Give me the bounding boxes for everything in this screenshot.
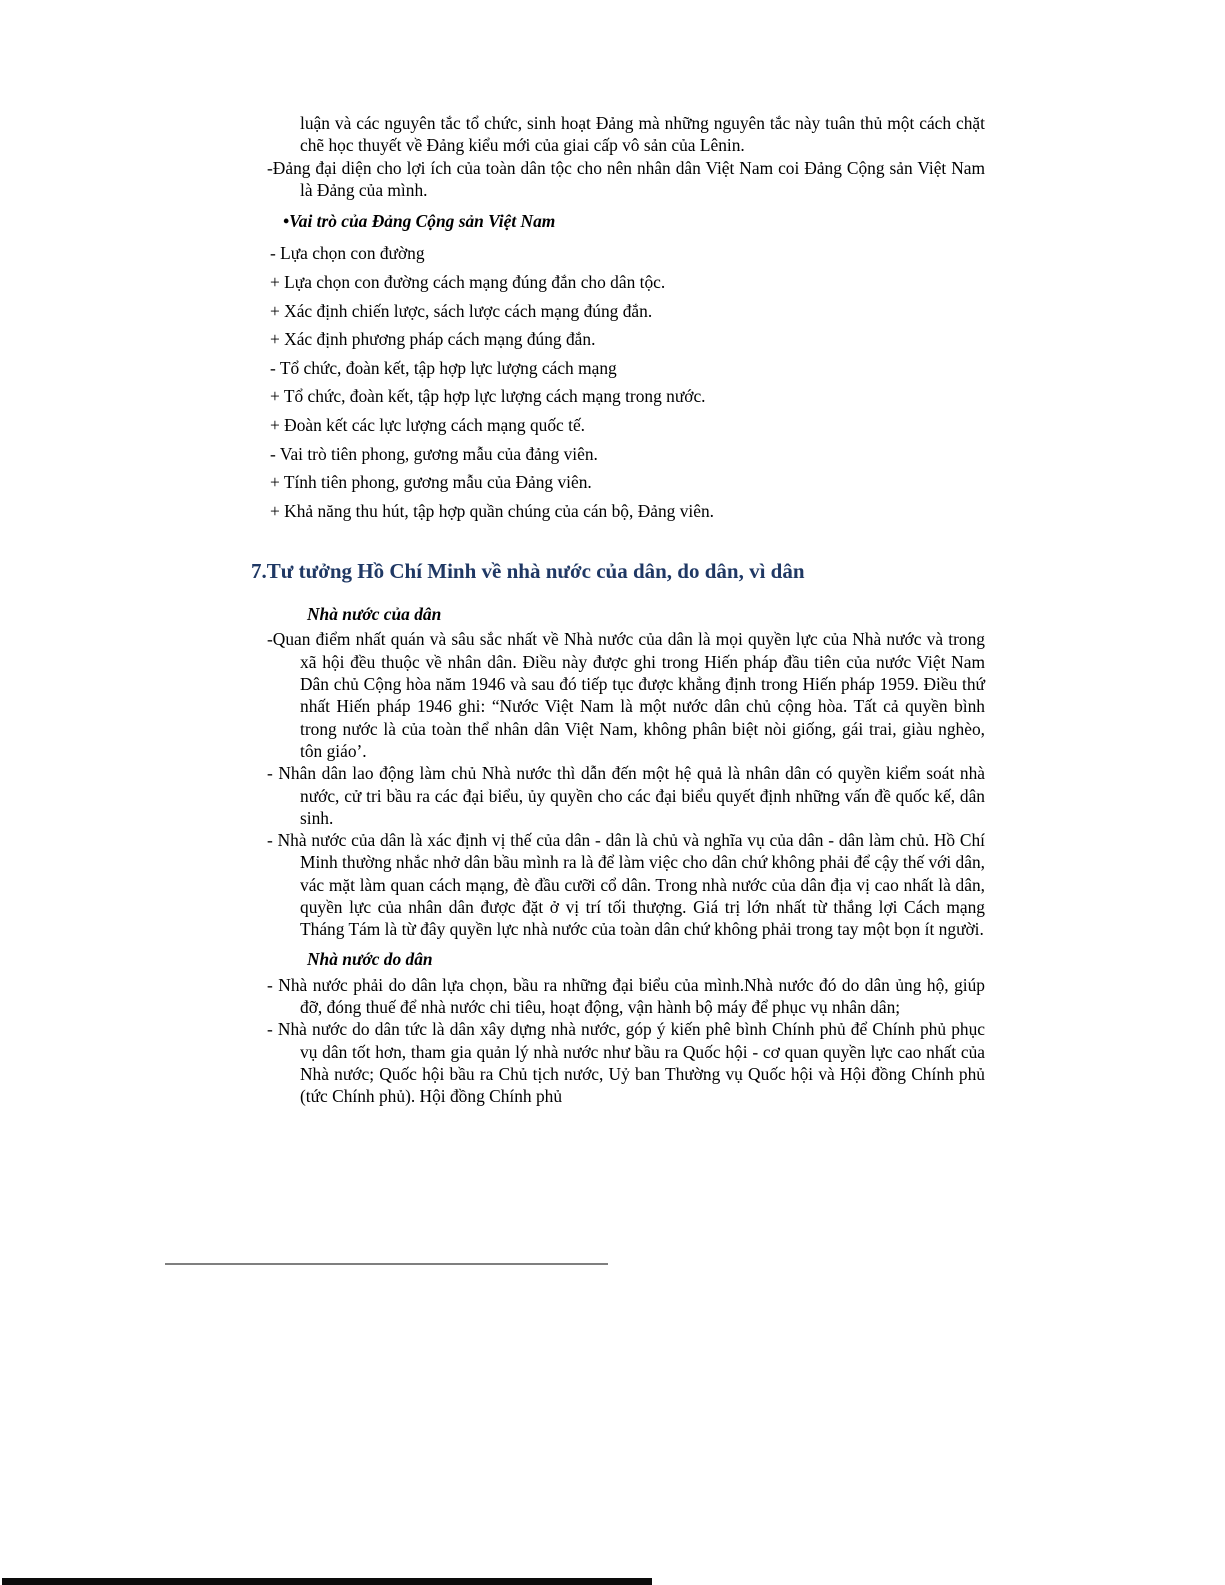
list-item: + Xác định phương pháp cách mạng đúng đắn. xyxy=(270,329,596,350)
page-bottom-bar xyxy=(2,1578,652,1585)
list-item: + Tổ chức, đoàn kết, tập hợp lực lượng cách mạng trong nước. xyxy=(270,386,706,407)
paragraph: -Đảng đại diện cho lợi ích của toàn dân tộc cho nên nhân dân Việt Nam coi Đảng Cộng sản Việt Nam là Đảng của mình. xyxy=(267,157,985,200)
list-item: + Khả năng thu hút, tập hợp quần chúng của cán bộ, Đảng viên. xyxy=(270,500,714,521)
body-paragraph: - Nhân dân lao động làm chủ Nhà nước thì dẫn đến một hệ quả là nhân dân có quyền kiểm soát nhà nước, cử tri bầu ra các đại biểu, ủy quyền cho các đại biểu quyết định những vấn đề quốc kế, dân sinh. xyxy=(267,763,985,828)
list-item: + Xác định chiến lược, sách lược cách mạng đúng đắn. xyxy=(270,300,653,321)
body-paragraph: - Nhà nước của dân là xác định vị thế của dân - dân là chủ và nghĩa vụ của dân - dân làm chủ. Hồ Chí Minh thường nhắc nhở dân bầu mình ra là để làm việc cho dân chứ không phải để cậy thế với dân, vác mặt làm quan cách mạng, đè đầu cưỡi cổ dân. Trong nhà nước của dân địa vị cao nhất là dân, quyền lực của nhân dân được đặt ở vị trí tối thượng. Giá trị lớn nhất từ thắng lợi Cách mạng Tháng Tám là từ đây quyền lực nhà nước của toàn dân chứ không phải trong tay một bọn ít người. xyxy=(267,830,985,940)
list-item: - Vai trò tiên phong, gương mẫu của đảng viên. xyxy=(270,443,598,464)
list-item: + Đoàn kết các lực lượng cách mạng quốc tế. xyxy=(270,415,586,436)
document-body xyxy=(251,112,985,1108)
list-item: - Lựa chọn con đường xyxy=(270,243,425,264)
section-heading: 7.Tư tưởng Hồ Chí Minh về nhà nước của dân, do dân, vì dân xyxy=(251,559,805,584)
role-list xyxy=(267,242,985,522)
subsection-heading: Nhà nước của dân xyxy=(307,604,442,625)
body-paragraph: - Nhà nước phải do dân lựa chọn, bầu ra những đại biểu của mình.Nhà nước đó do dân ủng hộ, giúp đỡ, đóng thuế để nhà nước chi tiêu, hoạt động, vận hành bộ máy để phục vụ nhân dân; xyxy=(267,974,985,1018)
list-item: - Tổ chức, đoàn kết, tập hợp lực lượng cách mạng xyxy=(270,357,617,378)
list-item: + Tính tiên phong, gương mẫu của Đảng viên. xyxy=(270,472,592,493)
subsection-heading: Nhà nước do dân xyxy=(307,948,433,969)
bullet-heading: •Vai trò của Đảng Cộng sản Việt Nam xyxy=(283,211,556,232)
list-item: + Lựa chọn con đường cách mạng đúng đắn cho dân tộc. xyxy=(270,272,666,293)
footnote-separator xyxy=(165,1263,608,1265)
body-paragraph: - Nhà nước do dân tức là dân xây dựng nhà nước, góp ý kiến phê bình Chính phủ để Chính phủ phục vụ dân tốt hơn, tham gia quản lý nhà nước như bầu ra Quốc hội - cơ quan quyền lực cao nhất của Nhà nước; Quốc hội bầu ra Chủ tịch nước, Uỷ ban Thường vụ Quốc hội và Hội đồng Chính phủ (tức Chính phủ). Hội đồng Chính phủ xyxy=(267,1019,985,1107)
paragraph-continuation: luận và các nguyên tắc tổ chức, sinh hoạt Đảng mà những nguyên tắc này tuân thủ một cách chặt chẽ học thuyết về Đảng kiểu mới của giai cấp vô sản của Lênin. xyxy=(300,113,985,156)
body-paragraph: -Quan điểm nhất quán và sâu sắc nhất về Nhà nước của dân là mọi quyền lực của Nhà nước và trong xã hội đều thuộc về nhân dân. Điều này được ghi trong Hiến pháp đầu tiên của nước Việt Nam Dân chủ Cộng hòa năm 1946 và sau đó tiếp tục được khẳng định trong Hiến pháp 1959. Điều thứ nhất Hiến pháp 1946 ghi: “Nước Việt Nam là một nước dân chủ cộng hòa. Tất cả quyền bình trong nước là của toàn thể nhân dân Việt Nam, không phân biệt nòi giống, gái trai, giàu nghèo, tôn giáo’. xyxy=(267,629,985,761)
